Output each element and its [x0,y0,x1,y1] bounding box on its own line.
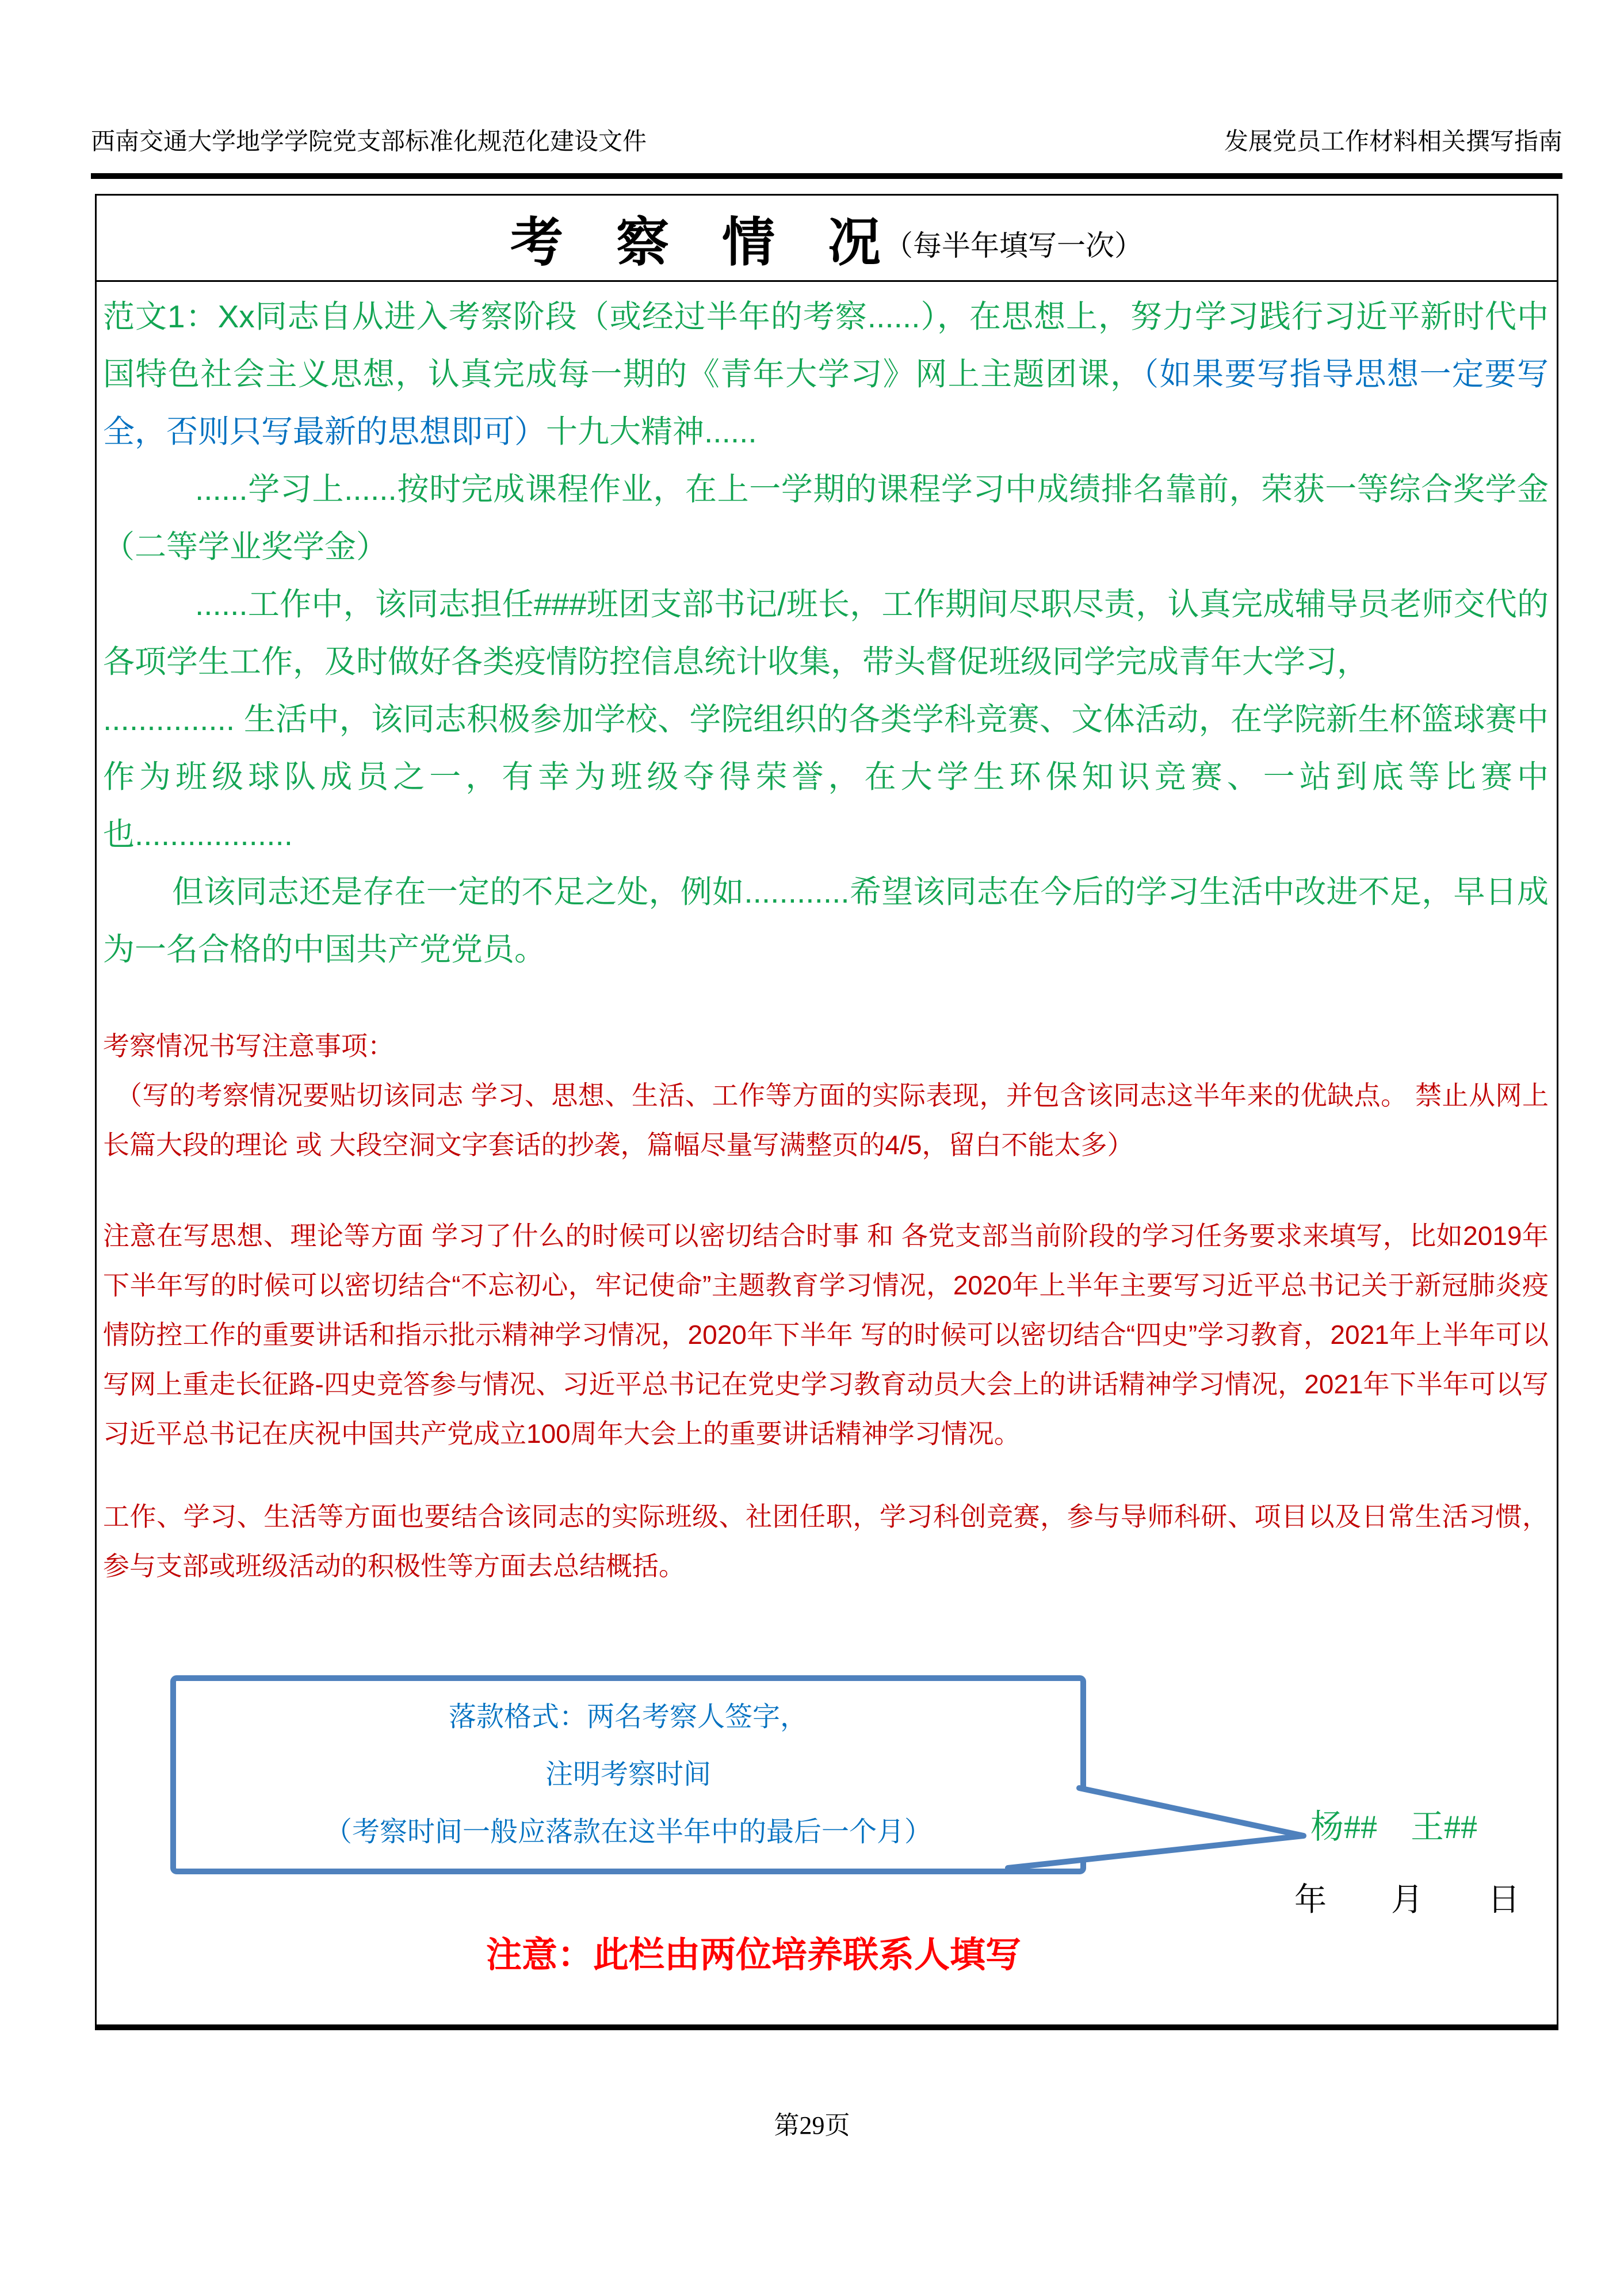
sample-paragraph-life: ............... 生活中，该同志积极参加学校、学院组织的各类学科竞赛、文体活动，在学院新生杯篮球赛中作为班级球队成员之一，有幸为班级夺得荣誉，在大学生环保知识竞赛、一站到底等比赛中也.................. [103,701,1549,852]
table-title: 考 察 情 况 [510,213,881,272]
header-rule [91,173,1562,179]
table-title-note: （每半年填写一次） [884,229,1143,262]
sample-paragraph-thought [103,288,1549,460]
header-right-text: 发展党员工作材料相关撰写指南 [1224,129,1562,155]
page-header [91,123,1562,157]
notes-paragraph-3: 工作、学习、生活等方面也要结合该同志的实际班级、社团任职，学习科创竞赛，参与导师科研、项目以及日常生活习惯，参与支部或班级活动的积极性等方面去总结概括。 [103,1502,1549,1581]
sample-text-green-2: 十九大精神...... [546,414,757,449]
callout-line-1: 落款格式：两名考察人签字， [448,1702,808,1732]
table-body-cell [97,282,1557,1591]
notes-heading: 考察情况书写注意事项： [103,1031,394,1061]
sample-paragraph-work: ......工作中，该同志担任###班团支部书记/班长，工作期间尽职尽责，认真完成辅导员老师交代的各项学生工作，及时做好各类疫情防控信息统计收集，带头督促班级同学完成青年大学习， [103,586,1549,679]
page-number: 第29页 [774,2111,850,2140]
callout-text-block [173,1688,1083,1861]
table-title-row [97,196,1557,282]
sample-paragraph-shortcomings: 但该同志还是存在一定的不足之处，例如............希望该同志在今后的学习生活中改进不足，早日成为一名合格的中国共产党党员。 [103,874,1549,967]
signature-date-line: 年 月 日 [1294,1882,1520,1918]
header-left-text: 西南交通大学地学学院党支部标准化规范化建设文件 [91,129,647,155]
sample-text-green-1: 范文1：Xx同志自从进入考察阶段（或经过半年的考察......），在思想上，努力学习践行习近平新时代中国特色社会主义思想，认真完成每一期的《青年大学习》网上主题团课， [103,299,1549,392]
notes-paragraph-1: （写的考察情况要贴切该同志 学习、思想、生活、工作等方面的实际表现，并包含该同志这半年来的优缺点。 禁止从网上长篇大段的理论 或 大段空洞文字套话的抄袭，篇幅尽量写满整页的4/5，留白不能太多） [103,1080,1549,1160]
notes-paragraph-2: 注意在写思想、理论等方面 学习了什么的时候可以密切结合时事 和 各党支部当前阶段的学习任务要求来填写，比如2019年下半年写的时候可以密切结合“不忘初心，牢记使命”主题教育学习情况，2020年上半年主要写习近平总书记关于新冠肺炎疫情防控工作的重要讲话和指示批示精神学习情况，2020年下半年 写的时候可以密切结合“四史”学习教育，2021年上半年可以写网上重走长征路-四史竞答参与情况、习近平总书记在党史学习教育动员大会上的讲话精神学习情况，2021年下半年可以写习近平总书记在庆祝中国共产党成立100周年大会上的重要讲话精神学习情况。 [103,1221,1549,1449]
warning-note: 注意：此栏由两位培养联系人填写 [486,1936,1022,1975]
sample-paragraph-study: ......学习上......按时完成课程作业，在上一学期的课程学习中成绩排名靠前，荣获一等综合奖学金（二等学业奖学金） [103,471,1549,564]
callout-line-2: 注明考察时间 [545,1759,711,1790]
signature-names: 杨## 王## [1310,1808,1478,1846]
callout-line-3: （考察时间一般应落款在这半年中的最后一个月） [324,1817,932,1847]
sample-inline-note-blue: （如果要写指导思想一定要写全，否则只写最新的思想即可） [103,356,1549,449]
